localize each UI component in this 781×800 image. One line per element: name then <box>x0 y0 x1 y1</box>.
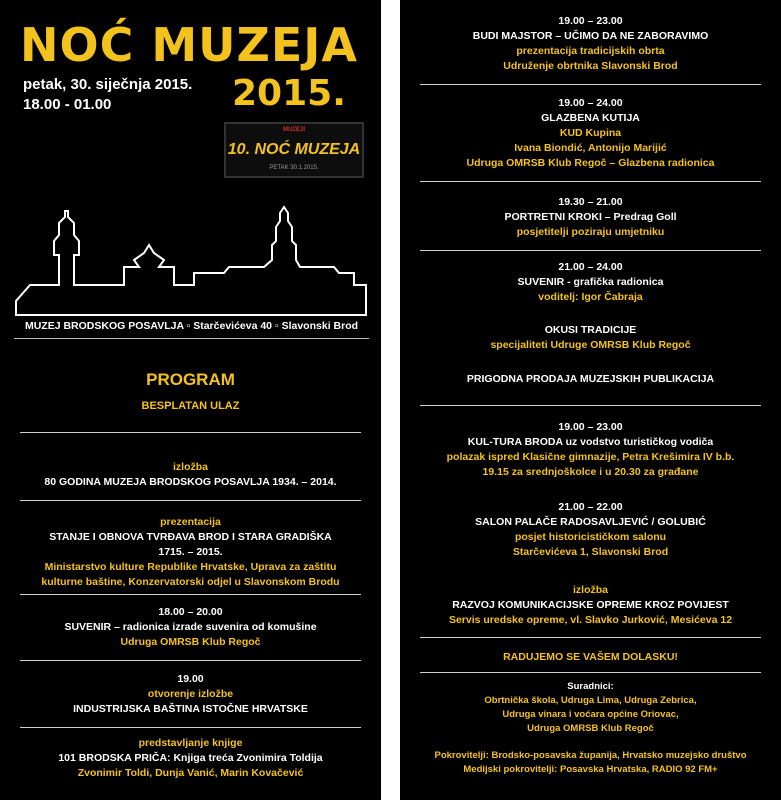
noc-muzeja-logo <box>224 122 364 178</box>
item-time: 19.30 – 21.00 <box>558 196 623 208</box>
program-heading: PROGRAM <box>146 370 235 389</box>
item-detail: prezentacija tradicijskih obrta <box>516 45 665 57</box>
welcome-message <box>400 650 781 665</box>
item-detail: Starčevićeva 1, Slavonski Brod <box>512 546 669 558</box>
collaborators <box>400 680 781 736</box>
item-title: 80 GODINA MUZEJA BRODSKOG POSAVLJA 1934. – 2014. <box>44 476 337 488</box>
item-title: INDUSTRIJSKA BAŠTINA ISTOČNE HRVATSKE <box>73 703 308 715</box>
event-time: 18.00 - 01.00 <box>23 96 112 113</box>
program-divider <box>20 432 361 433</box>
town-skyline-illustration <box>14 205 369 317</box>
item-title: SUVENIR - grafička radionica <box>517 276 664 288</box>
item-title: 101 BRODSKA PRIČA: Knjiga treća Zvonimira Toldija <box>58 752 323 764</box>
collaborators-line: Obrtnička škola, Udruga Lima, Udruga Zebrica, <box>484 695 697 706</box>
item-type: prezentacija <box>160 516 221 528</box>
item-type: izložba <box>172 461 208 473</box>
collaborators-line: Udruga OMRSB Klub Regoč <box>527 723 654 734</box>
item-time: 21.00 – 22.00 <box>558 501 623 513</box>
item-title: RAZVOJ KOMUNIKACIJSKE OPREME KROZ POVIJEST <box>452 599 729 611</box>
collaborators-line: Udruga vinara i voćara općine Oriovac, <box>502 709 679 720</box>
list-item <box>400 323 781 353</box>
item-title: GLAZBENA KUTIJA <box>541 112 640 124</box>
item-time: 19.00 <box>177 673 204 685</box>
item-title: SALON PALAČE RADOSAVLJEVIĆ / GOLUBIĆ <box>475 516 706 528</box>
list-item <box>400 500 781 560</box>
item-detail: 19.15 za srednjoškolce i u 20.30 za građane <box>482 466 699 478</box>
item-type: predstavljanje knjige <box>138 737 243 749</box>
divider <box>20 660 361 661</box>
divider <box>20 727 361 728</box>
list-item <box>0 515 381 590</box>
item-detail: Udruga OMRSB Klub Regoč <box>120 636 261 648</box>
panel-separator <box>381 0 400 800</box>
list-item <box>400 14 781 74</box>
list-item <box>400 583 781 628</box>
item-detail: Udruga OMRSB Klub Regoč – Glazbena radionica <box>466 157 715 169</box>
museum-address: MUZEJ BRODSKOG POSAVLJA ▫ Starčevićeva 40 ▫ Slavonski Brod <box>24 320 359 332</box>
item-detail: Zvonimir Toldi, Dunja Vanić, Marin Kovačević <box>77 767 304 779</box>
divider <box>420 250 761 251</box>
logo-sub-text: PETAK 30.1.2015. <box>269 165 319 171</box>
address-divider <box>14 338 369 339</box>
list-item <box>0 460 381 490</box>
sponsors <box>400 749 781 777</box>
item-detail: KUD Kupina <box>559 127 622 139</box>
item-detail: Udruženje obrtnika Slavonski Brod <box>503 60 678 72</box>
item-type: izložba <box>572 584 608 596</box>
divider <box>20 594 361 595</box>
item-title: PRIGODNA PRODAJA MUZEJSKIH PUBLIKACIJA <box>466 373 715 385</box>
item-detail: posjetitelji poziraju umjetniku <box>516 226 665 238</box>
divider <box>420 637 761 638</box>
item-title: KUL-TURA BRODA uz vodstvo turističkog vodiča <box>467 436 714 448</box>
item-title: OKUSI TRADICIJE <box>544 324 637 336</box>
logo-main-text: 10. NOĆ MUZEJA <box>227 141 361 158</box>
list-item <box>400 195 781 240</box>
poster-year: 2015. <box>232 73 346 114</box>
item-detail: voditelj: Igor Čabraja <box>538 291 643 303</box>
item-title: 1715. – 2015. <box>158 546 223 558</box>
list-item <box>0 736 381 781</box>
divider <box>20 500 361 501</box>
item-detail: Servis uredske opreme, vl. Slavko Jurković, Mesićeva 12 <box>448 614 733 626</box>
collaborators-heading: Suradnici: <box>567 681 614 692</box>
item-type: otvorenje izložbe <box>147 688 234 700</box>
left-panel <box>0 0 381 800</box>
right-panel <box>400 0 781 800</box>
item-detail: polazak ispred Klasične gimnazije, Petra Krešimira IV b.b. <box>446 451 735 463</box>
item-time: 21.00 – 24.00 <box>558 261 623 273</box>
item-time: 18.00 – 20.00 <box>158 606 223 618</box>
list-item <box>400 420 781 480</box>
divider <box>420 405 761 406</box>
item-detail: specijaliteti Udruge OMRSB Klub Regoč <box>490 339 691 351</box>
list-item <box>0 672 381 717</box>
welcome-text: RADUJEMO SE VAŠEM DOLASKU! <box>503 651 678 663</box>
item-time: 19.00 – 23.00 <box>558 421 623 433</box>
item-time: 19.00 – 24.00 <box>558 97 623 109</box>
divider <box>420 181 761 182</box>
free-entry-label: BESPLATAN ULAZ <box>141 400 240 412</box>
item-title: PORTRETNI KROKI – Predrag Goll <box>504 211 677 223</box>
poster-title: NOĆ MUZEJA <box>20 18 358 72</box>
item-detail: posjet historicističkom salonu <box>514 531 667 543</box>
divider <box>420 84 761 85</box>
list-item <box>400 96 781 171</box>
item-detail: kulturne baštine, Konzervatorski odjel u Slavonskom Brodu <box>41 576 340 588</box>
item-time: 19.00 – 23.00 <box>558 15 623 27</box>
sponsors-line: Pokrovitelji: Brodsko-posavska županija, Hrvatsko muzejsko društvo <box>434 750 747 761</box>
event-date: petak, 30. siječnja 2015. <box>23 76 193 93</box>
list-item <box>400 372 781 387</box>
item-detail: Ivana Biondić, Antonijo Marijić <box>514 142 667 154</box>
list-item <box>0 605 381 650</box>
logo-top-text: MUZEJI <box>282 127 305 133</box>
item-detail: Ministarstvo kulture Republike Hrvatske, Uprava za zaštitu <box>44 561 337 573</box>
item-title: STANJE I OBNOVA TVRĐAVA BROD I STARA GRADIŠKA <box>49 531 332 543</box>
media-sponsors-line: Medijski pokrovitelji: Posavska Hrvatska, RADIO 92 FM+ <box>463 764 718 775</box>
divider <box>420 672 761 673</box>
item-title: SUVENIR – radionica izrade suvenira od komušine <box>64 621 317 633</box>
list-item <box>400 260 781 305</box>
item-title: BUDI MAJSTOR – UČIMO DA NE ZABORAVIMO <box>472 30 709 42</box>
